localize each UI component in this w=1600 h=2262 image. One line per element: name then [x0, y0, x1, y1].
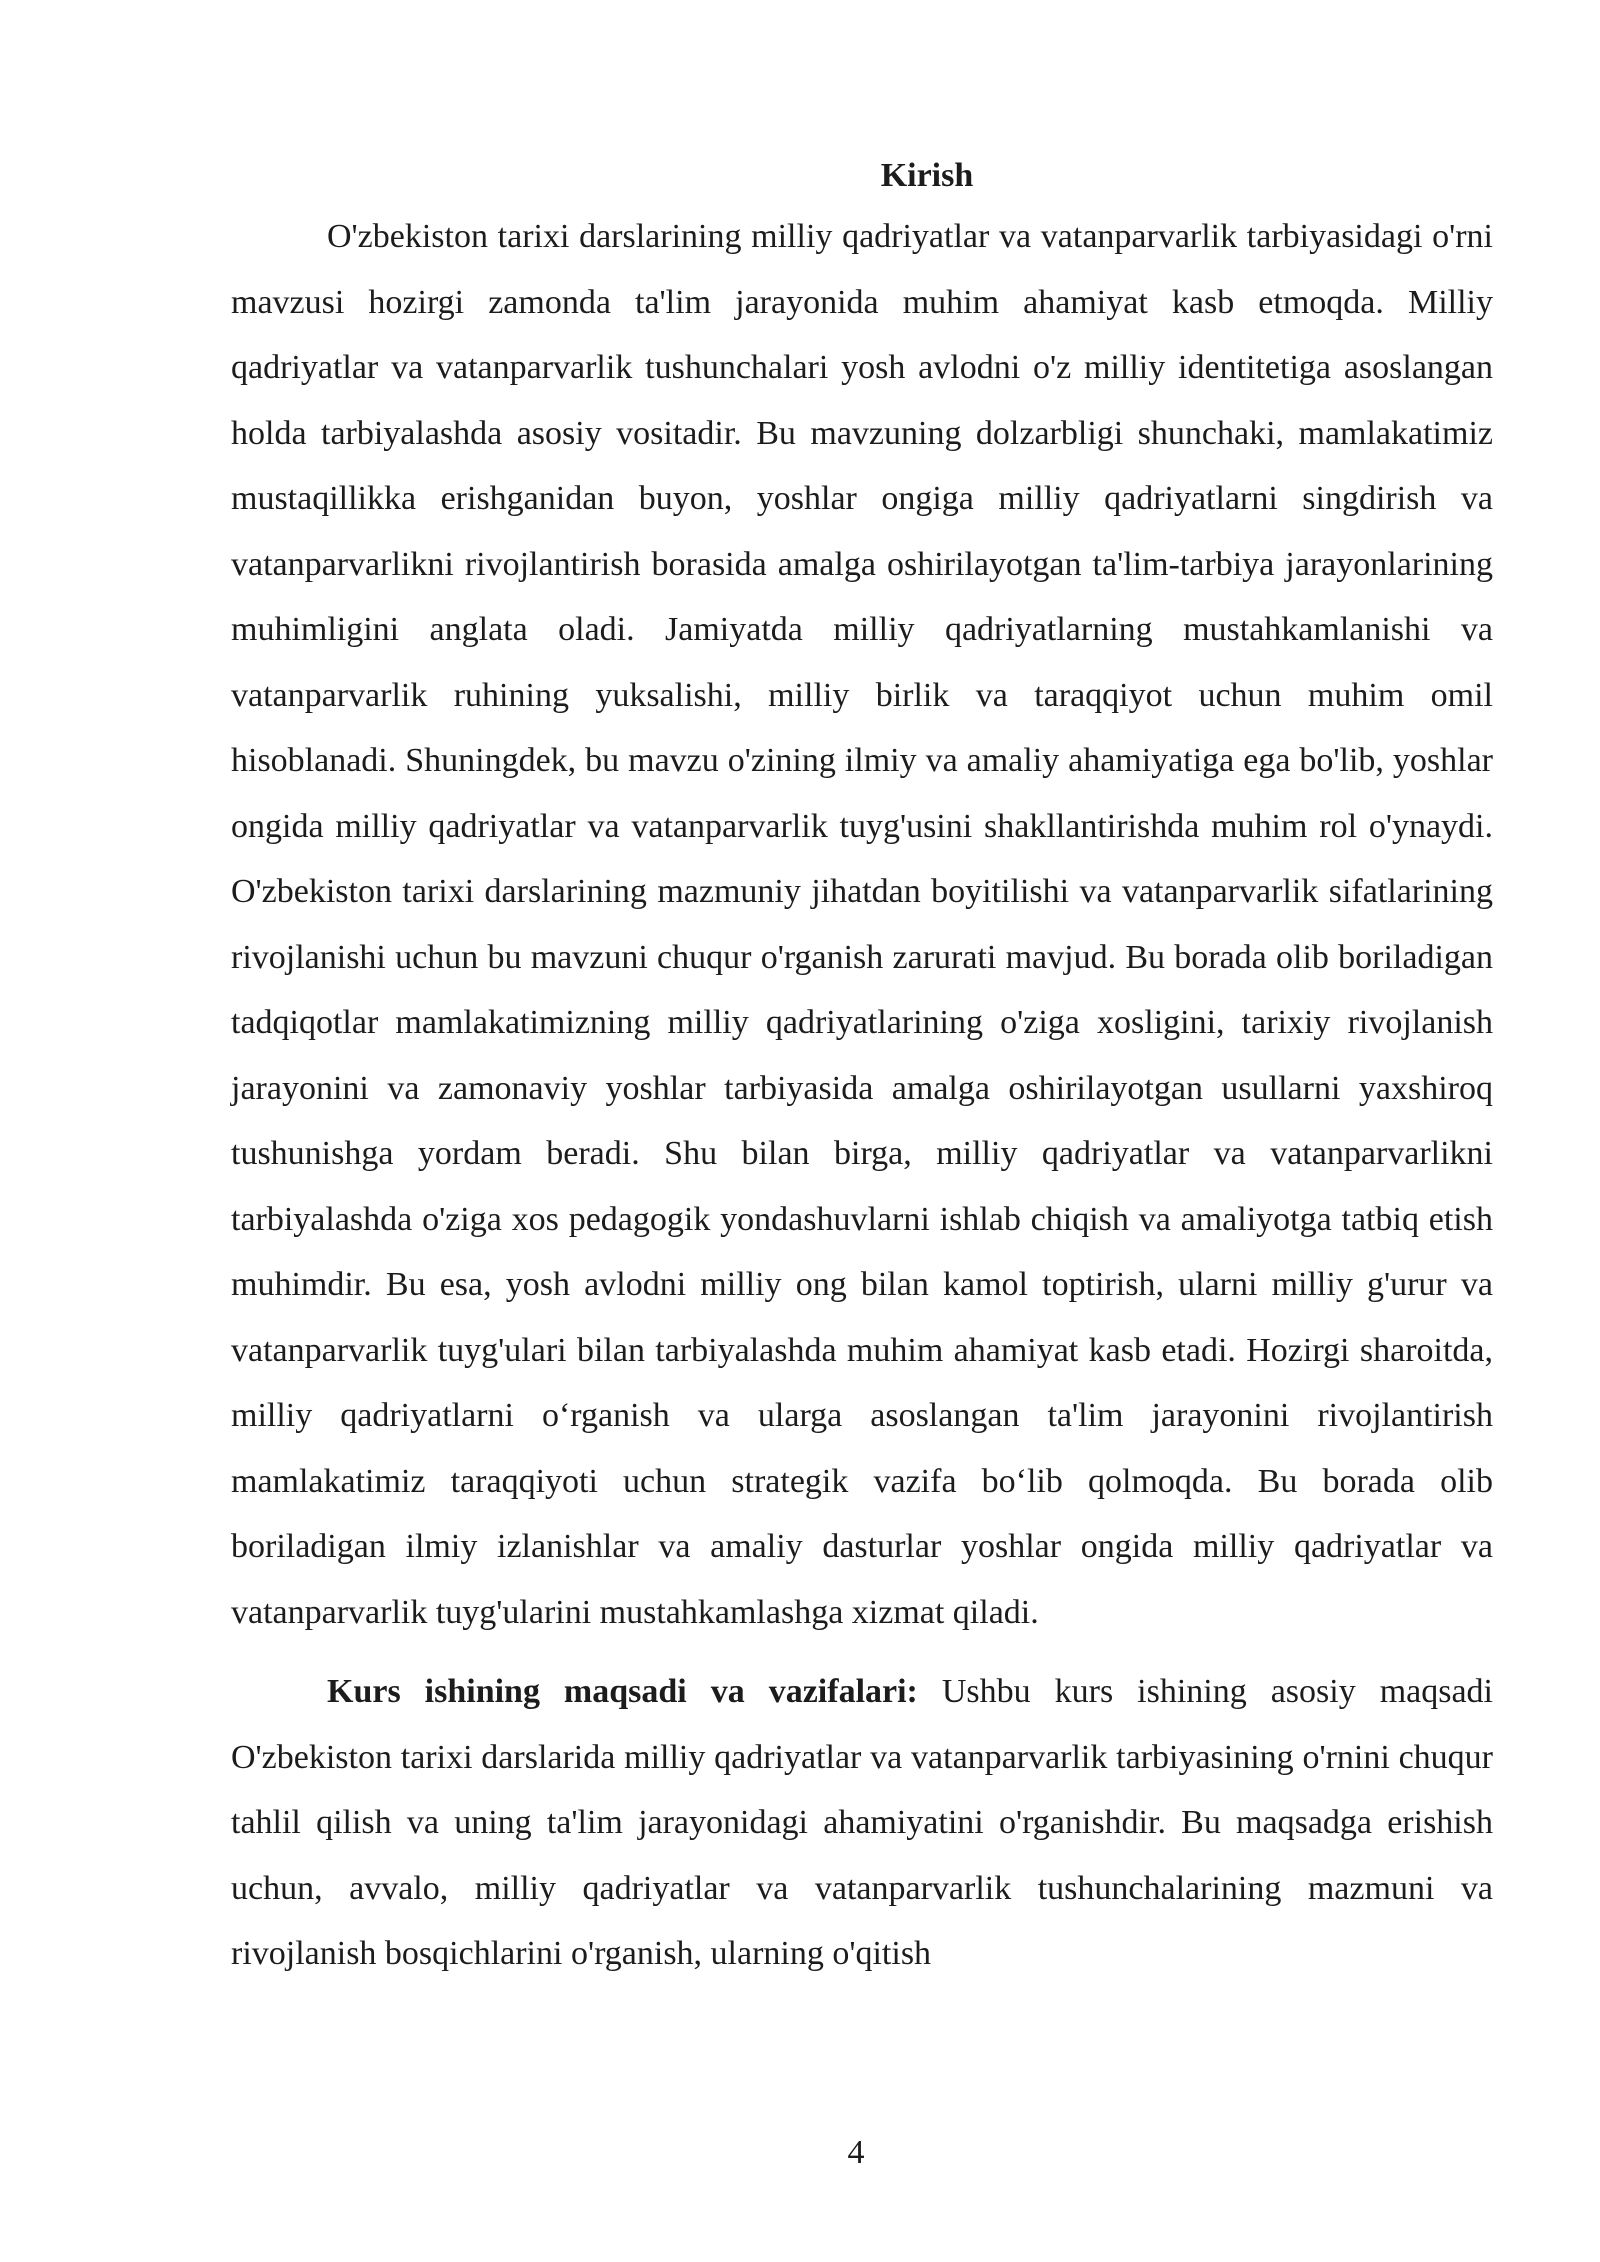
body-paragraph-1: O'zbekiston tarixi darslarining milliy qadriyatlar va vatanparvarlik tarbiyasidagi o'rni mavzusi hozirgi zamonda ta'lim jarayonida muhim ahamiyat kasb etmoqda. Milliy qadriyatlar va vatanparvarlik tushunchalari yosh avlodni o'z milliy identitetiga asoslangan holda tarbiyalashda asosiy vositadir. Bu mavzuning dolzarbligi shunchaki, mamlakatimiz mustaqillikka erishganidan buyon, yoshlar ongiga milliy qadriyatlarni singdirish va vatanparvarlikni rivojlantirish borasida amalga oshirilayotgan ta'lim-tarbiya jarayonlarining muhimligini anglata oladi. Jamiyatda milliy qadriyatlarning mustahkamlanishi va vatanparvarlik ruhining yuksalishi, milliy birlik va taraqqiyot uchun muhim omil hisoblanadi. Shuningdek, bu mavzu o'zining ilmiy va amaliy ahamiyatiga ega bo'lib, yoshlar ongida milliy qadriyatlar va vatanparvarlik tuyg'usini shakllantirishda muhim rol o'ynaydi. O'zbekiston tarixi darslarining mazmuniy jihatdan boyitilishi va vatanparvarlik sifatlarining rivojlanishi uchun bu mavzuni chuqur o'rganish zarurati mavjud. Bu borada olib boriladigan tadqiqotlar mamlakatimizning milliy qadriyatlarining o'ziga xosligini, tarixiy rivojlanish jarayonini va zamonaviy yoshlar tarbiyasida amalga oshirilayotgan usullarni yaxshiroq tushunishga yordam beradi. Shu bilan birga, milliy qadriyatlar va vatanparvarlikni tarbiyalashda o'ziga xos pedagogik yondashuvlarni ishlab chiqish va amaliyotga tatbiq etish muhimdir. Bu esa, yosh avlodni milliy ong bilan kamol toptirish, ularni milliy g'urur va vatanparvarlik tuyg'ulari bilan tarbiyalashda muhim ahamiyat kasb etadi. Hozirgi sharoitda, milliy qadriyatlarni o‘rganish va ularga asoslangan ta'lim jarayonini rivojlantirish mamlakatimiz taraqqiyoti uchun strategik vazifa bo‘lib qolmoqda. Bu borada olib boriladigan ilmiy izlanishlar va amaliy dasturlar yoshlar ongida milliy qadriyatlar va vatanparvarlik tuyg'ularini mustahkamlashga xizmat qiladi.: [231, 218, 1493, 1631]
body-paragraph-2: [231, 1659, 1493, 1987]
page-content: [231, 148, 1493, 1987]
page-number: 4: [847, 2134, 865, 2171]
section-heading: Kirish: [880, 157, 974, 194]
paragraph-lead-bold: Kurs ishining maqsadi va vazifalari:: [327, 1673, 918, 1710]
paragraph-2-text: Ushbu kurs ishining asosiy maqsadi O'zbekiston tarixi darslarida milliy qadriyatlar va vatanparvarlik tarbiyasining o'rnini chuqur tahlil qilish va uning ta'lim jarayonidagi ahamiyatini o'rganishdir. Bu maqsadga erishish uchun, avvalo, milliy qadriyatlar va vatanparvarlik tushunchalarining mazmuni va rivojlanish bosqichlarini o'rganish, ularning o'qitish: [231, 1673, 1494, 1972]
